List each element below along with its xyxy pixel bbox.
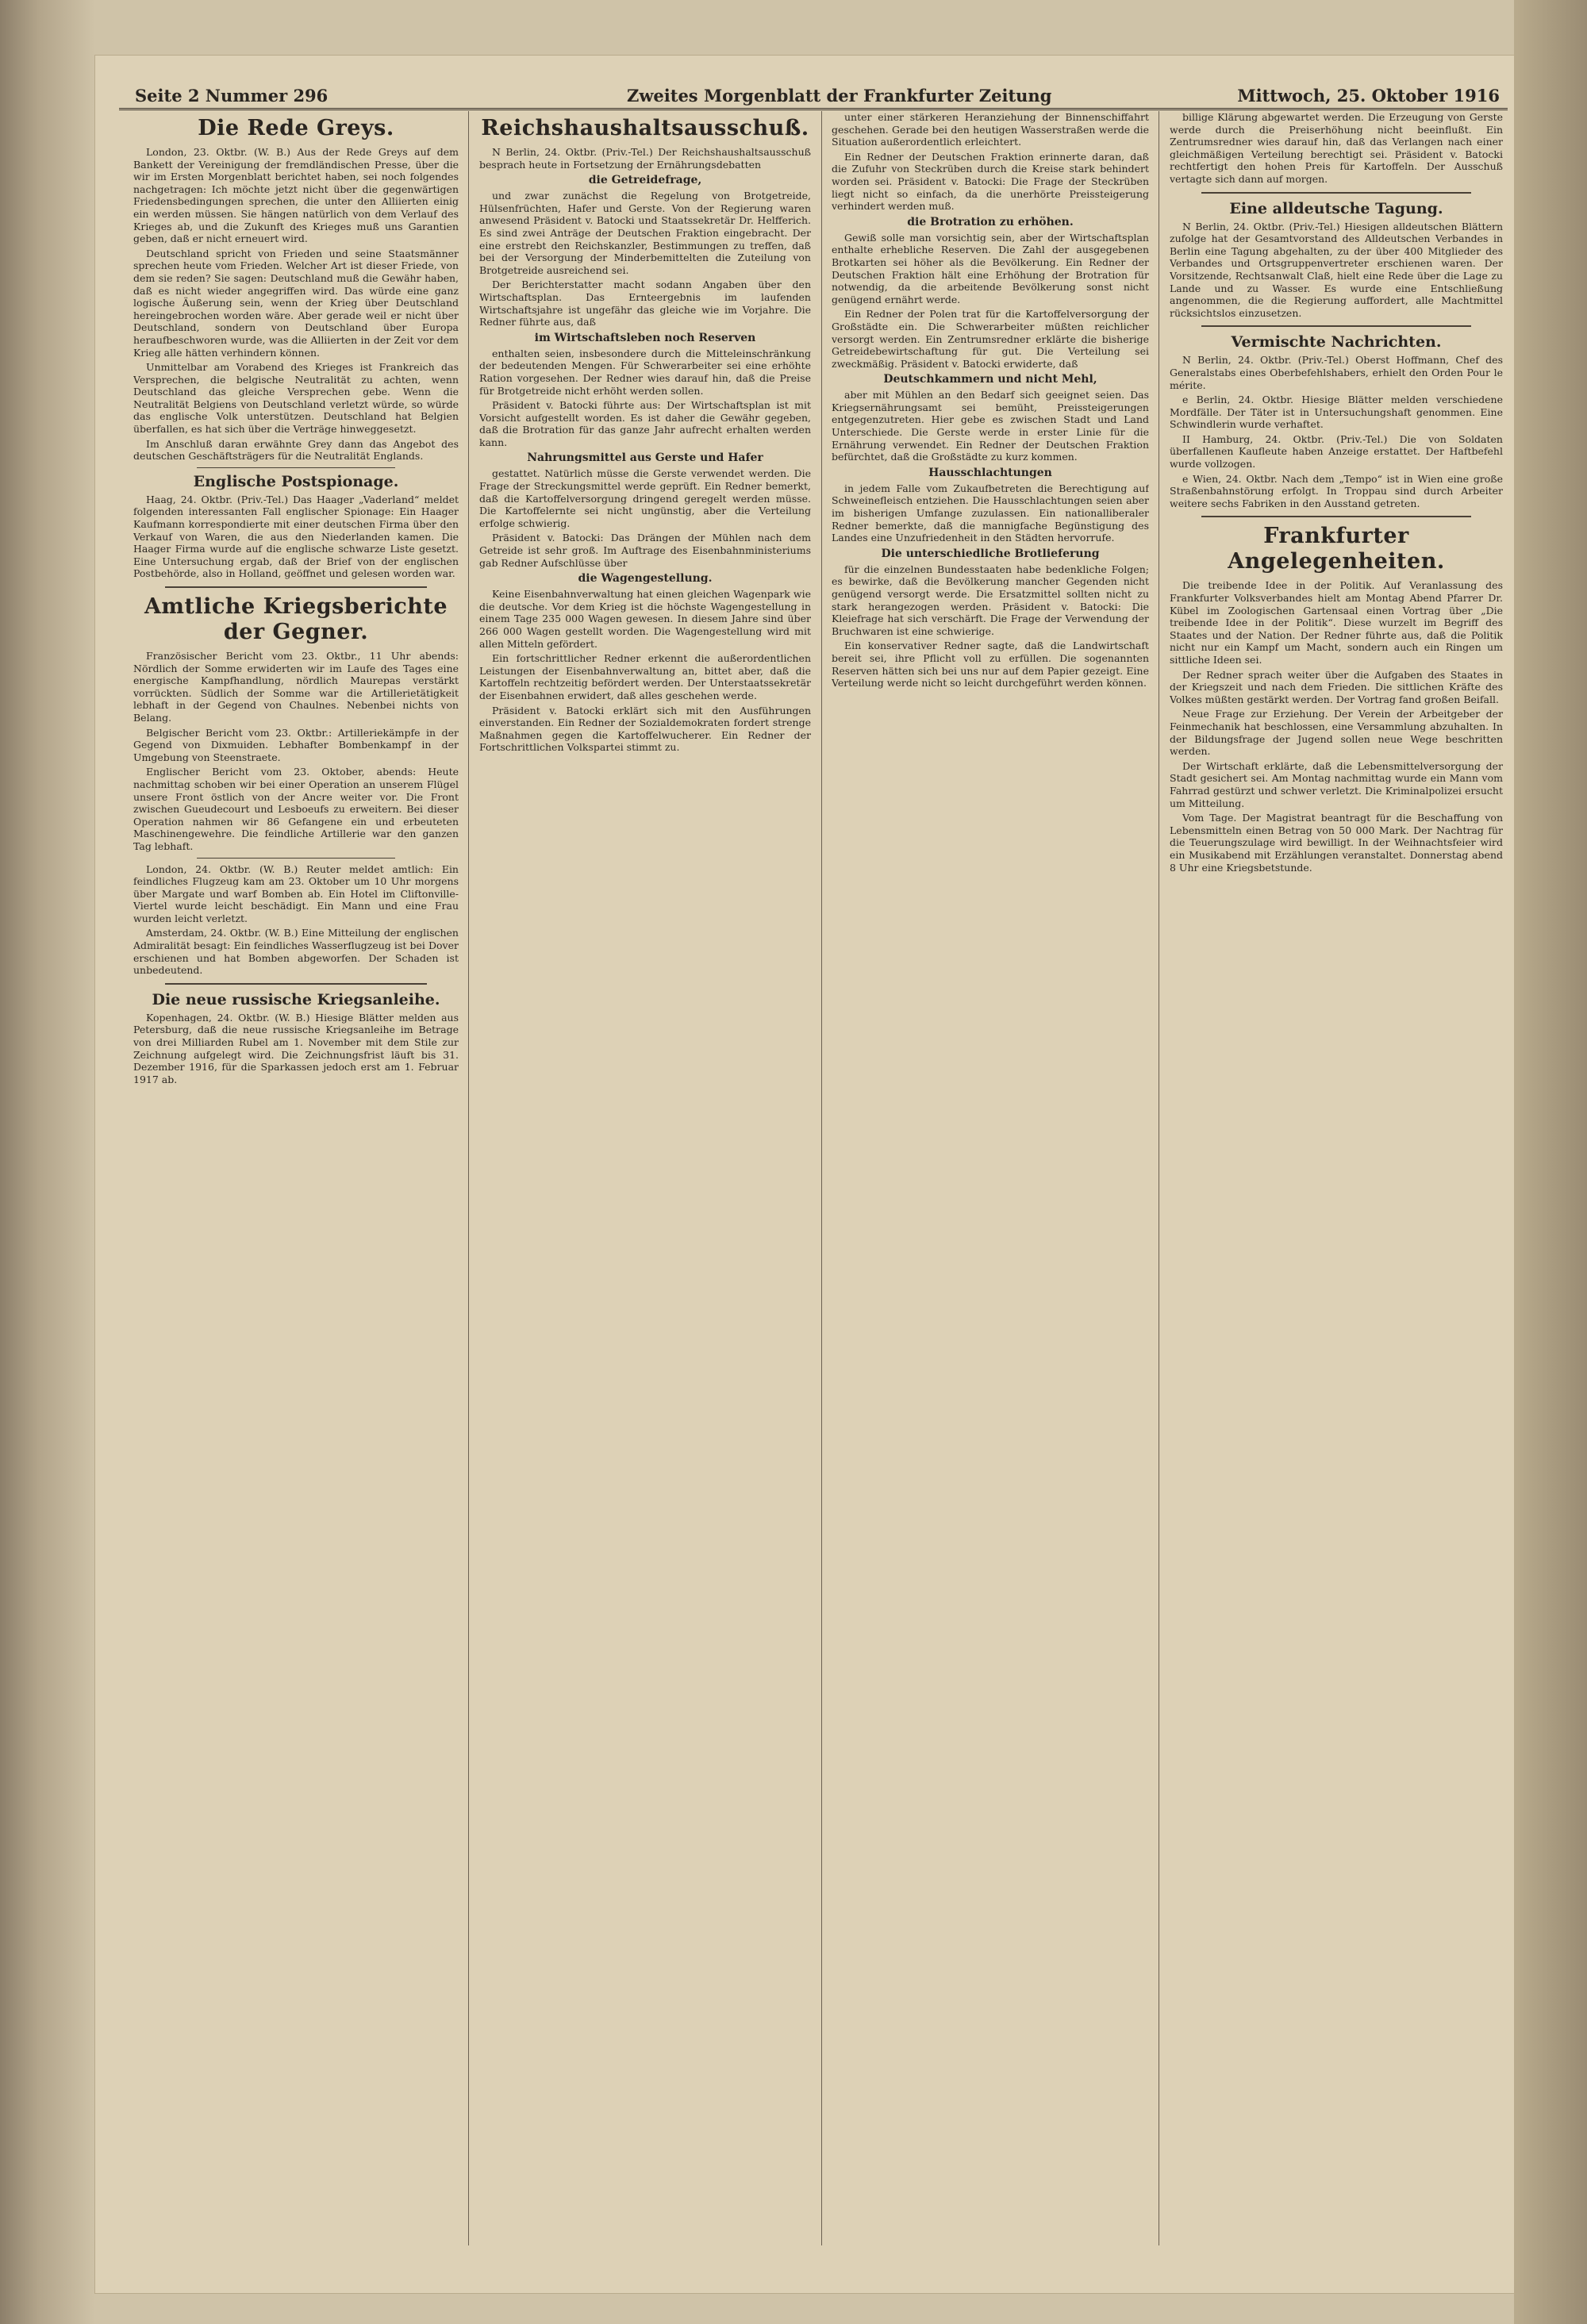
article-paragraph: Haag, 24. Oktbr. (Priv.-Tel.) Das Haager „Vaderland“ meldet folgenden interessanten Fall englischer Spionage: Ein Haager Kaufmann korrespondierte mit einer deutschen Firma über den Verkauf von Waren, die aus den Niederlanden kamen. Die Haager Firma wurde auf die englische schwarze Liste gesetzt. Eine Untersuchung ergab, daß der Brief von der englischen Postbehörde, also in Holland, geöffnet und gelesen worden war. xyxy=(133,493,459,580)
article-paragraph: N Berlin, 24. Oktbr. (Priv.-Tel.) Oberst Hoffmann, Chef des Generalstabs eines Oberbefehlshabers, erhielt den Orden Pour le mérite. xyxy=(1170,354,1503,391)
subheading: die Brotration zu erhöhen. xyxy=(907,215,1074,229)
article-paragraph: in jedem Falle vom Zukaufbetreten die Berechtigung auf Schweinefleisch entziehen. Die Hausschlachtungen seien aber im bisherigen Umfange zuzulassen. Ein nationalliberaler Redner bemerkte, daß die mannigfache Begünstigung des Landes eine Unzufriedenheit in den Städten hervorrufe. xyxy=(832,482,1149,544)
article-paragraph: e Berlin, 24. Oktbr. Hiesige Blätter melden verschiedene Mordfälle. Der Täter ist in Untersuchungshaft genommen. Eine Schwindlerin wurde verhaftet. xyxy=(1170,394,1503,431)
article-paragraph: Französischer Bericht vom 23. Oktbr., 11 Uhr abends: Nördlich der Somme erwiderten wir im Laufe des Tages eine energische Kampfhandlung, nördlich Maurepas verstärkt vorrückten. Südlich der Somme war die Artillerietätigkeit lebhaft in der Gegend von Chaulnes. Nebenbei nichts von Belang. xyxy=(133,650,459,724)
article-heading: Vermischte Nachrichten. xyxy=(1231,333,1442,351)
article-paragraph: Die treibende Idee in der Politik. Auf Veranlassung des Frankfurter Volksverbandes hielt am Montag Abend Pfarrer Dr. Kübel im Zoologischen Gartensaal einen Vortrag über „Die treibende Idee in der Politik“. Diese wurzelt im Begriff des Staates und der Nation. Der Redner führte aus, daß die Politik nicht nur ein Kampf um Macht, sondern auch ein Ringen um sittliche Ideen sei. xyxy=(1170,579,1503,666)
article-paragraph: Vom Tage. Der Magistrat beantragt für die Beschaffung von Lebensmitteln einen Betrag von 50 000 Mark. Der Nachtrag für die Teuerungszulage wird bewilligt. In der Weihnachtsfeier wird ein Musikabend mit Erzählungen veranstaltet. Donnerstag abend 8 Uhr eine Kriegsbetstunde. xyxy=(1170,812,1503,874)
page-number: Seite 2 Nummer 296 xyxy=(135,86,329,106)
divider xyxy=(1201,325,1471,327)
article-paragraph: Präsident v. Batocki führte aus: Der Wirtschaftsplan ist mit Vorsicht aufgestellt worden. Es ist daher die Gewähr gegeben, daß die Brotration für das ganze Jahr aufrecht erhalten werden kann. xyxy=(479,399,811,448)
subheading: Hausschlachtungen xyxy=(928,466,1052,479)
page-gutter xyxy=(1514,0,1587,2324)
divider xyxy=(165,586,427,588)
issue-date: Mittwoch, 25. Oktober 1916 xyxy=(1237,86,1500,106)
subheading: die Wagengestellung. xyxy=(578,572,713,586)
article-paragraph: II Hamburg, 24. Oktbr. (Priv.-Tel.) Die von Soldaten überfallenen Kaufleute haben Anzeige erstattet. Der Haftbefehl wurde vollzogen. xyxy=(1170,432,1503,471)
column-rule xyxy=(468,111,469,2245)
page-header xyxy=(119,84,1508,110)
divider xyxy=(1201,516,1471,517)
article-heading: Amtliche Kriegsberichte der Gegner. xyxy=(144,594,448,644)
article-paragraph: gestattet. Natürlich müsse die Gerste verwendet werden. Die Frage der Streckungsmittel werde geprüft. Ein Redner bemerkt, daß die Kartoffelversorgung dringend geregelt werden müsse. Die Kartoffelernte sei nicht ungünstig, aber die Verteilung erfolge schwierig. xyxy=(479,467,811,529)
column-rule xyxy=(821,111,822,2245)
article-paragraph: London, 24. Oktbr. (W. B.) Reuter meldet amtlich: Ein feindliches Flugzeug kam am 23. Oktober um 10 Uhr morgens über Margate und warf Bomben ab. Ein Hotel im Cliftonville-Viertel wurde leicht beschädigt. Ein Mann und eine Frau wurden leicht verletzt. xyxy=(133,862,459,924)
subheading: Nahrungsmittel aus Gerste und Hafer xyxy=(527,451,763,465)
divider xyxy=(197,858,395,859)
subheading: Deutschkammern und nicht Mehl, xyxy=(883,373,1097,386)
column-3 xyxy=(832,111,1149,2245)
article-paragraph: Belgischer Bericht vom 23. Oktbr.: Artilleriekämpfe in der Gegend von Dixmuiden. Lebhafter Bombenkampf in der Umgebung von Steenstraete. xyxy=(133,726,459,763)
column-2 xyxy=(479,111,811,2245)
article-paragraph: billige Klärung abgewartet werden. Die Erzeugung von Gerste werde durch die Preiserhöhung nicht beeinflußt. Ein Zentrumsredner wies darauf hin, daß das Verlangen nach einer gleichmäßigen Verteilung berechtigt sei. Präsident v. Batocki rechtfertigt den hohen Preis für Kartoffeln. Der Ausschuß vertagte sich dann auf morgen. xyxy=(1170,111,1503,185)
article-paragraph: e Wien, 24. Oktbr. Nach dem „Tempo“ ist in Wien eine große Straßenbahnstörung erfolgt. In Troppau sind durch Arbeiter weitere sechs Fabriken in den Ausstand getreten. xyxy=(1170,472,1503,509)
article-paragraph: N Berlin, 24. Oktbr. (Priv.-Tel.) Der Reichshaushaltsausschuß besprach heute in Fortsetzung der Ernährungsdebatten xyxy=(479,146,811,171)
article-heading: Die Rede Greys. xyxy=(198,116,394,140)
divider xyxy=(1201,192,1471,194)
article-paragraph: und zwar zunächst die Regelung von Brotgetreide, Hülsenfrüchten, Hafer und Gerste. Von der Regierung waren anwesend Präsident v. Batocki und Staatssekretär Dr. Helfferich. Es sind zwei Anträge der Deutschen Fraktion eingebracht. Der eine erstrebt den Reichskanzler, Bestimmungen zu treffen, daß bei der Versorgung der Minderbemittelten die Zuteilung von Brotgetreide ausreichend sei. xyxy=(479,190,811,276)
article-paragraph: Gewiß solle man vorsichtig sein, aber der Wirtschaftsplan enthalte erhebliche Reserven. Die Zahl der ausgegebenen Brotkarten sei höher als die Bevölkerung. Ein Redner der Deutschen Fraktion hält eine Erhöhung der Brotration für notwendig, da die arbeitende Bevölkerung sonst nicht genügend ernährt werde. xyxy=(832,231,1149,305)
article-paragraph: Keine Eisenbahnverwaltung hat einen gleichen Wagenpark wie die deutsche. Vor dem Krieg ist die höchste Wagengestellung in einem Tage 235 000 Wagen gewesen. In diesem Jahre sind über 266 000 Wagen gestellt worden. Die Wagengestellung wird mit allen Mitteln gefördert. xyxy=(479,588,811,650)
subheading: Die unterschiedliche Brotlieferung xyxy=(881,547,1100,560)
column-1 xyxy=(133,111,459,2245)
article-paragraph: N Berlin, 24. Oktbr. (Priv.-Tel.) Hiesigen alldeutschen Blättern zufolge hat der Gesamtvorstand des Alldeutschen Verbandes in Berlin eine Tagung abgehalten, zu der über 400 Mitglieder des Verbandes und Ortsgruppenvertreter erschienen waren. Der Vorsitzende, Rechtsanwalt Claß, hielt eine Rede über die Lage zu Lande und zu Wasser. Es wurde eine Entschließung angenommen, die die Regierung auffordert, alle Machtmittel rücksichtslos einzusetzen. xyxy=(1170,220,1503,319)
article-heading: Die neue russische Kriegsanleihe. xyxy=(152,990,440,1008)
article-paragraph: Im Anschluß daran erwähnte Grey dann das Angebot des deutschen Geschäftsträgers für die Neutralität Englands. xyxy=(133,437,459,463)
article-paragraph: Ein Redner der Deutschen Fraktion erinnerte daran, daß die Zufuhr von Steckrüben durch die Kreise stark behindert worden sei. Präsident v. Batocki: Die Frage der Steckrüben liegt nicht so einfach, da die unerhörte Preissteigerung verhindert werden muß. xyxy=(832,150,1149,213)
article-paragraph: Der Berichterstatter macht sodann Angaben über den Wirtschaftsplan. Das Ernteergebnis im laufenden Wirtschaftsjahre ist ungefähr das gleiche wie im Vorjahre. Die Redner führte aus, daß xyxy=(479,278,811,328)
article-paragraph: Amsterdam, 24. Oktbr. (W. B.) Eine Mitteilung der englischen Admiralität besagt: Ein feindliches Wasserflugzeug ist bei Dover erschienen und hat Bomben abgeworfen. Der Schaden ist unbedeutend. xyxy=(133,927,459,977)
article-paragraph: unter einer stärkeren Heranziehung der Binnenschiffahrt geschehen. Gerade bei den heutigen Wasserstraßen werde die Situation außerordentlich erleichtert. xyxy=(832,111,1149,148)
article-paragraph: aber mit Mühlen an den Bedarf sich geeignet seien. Das Kriegsernährungsamt sei bemüht, Preissteigerungen entgegenzutreten. Hier gebe es zwischen Stadt und Land Unterschiede. Die Gerste werde in erster Linie für die Ernährung verwendet. Ein Redner der Deutschen Fraktion befürchtet, daß die Großstädte zu kurz kommen. xyxy=(832,389,1149,463)
article-paragraph: Der Redner sprach weiter über die Aufgaben des Staates in der Kriegszeit und nach dem Frieden. Die sittlichen Kräfte des Volkes müßten gestärkt werden. Der Vortrag fand großen Beifall. xyxy=(1170,668,1503,705)
divider xyxy=(197,467,395,468)
article-paragraph: Ein fortschrittlicher Redner erkennt die außerordentlichen Leistungen der Eisenbahnverwaltung an, bittet aber, daß die Kartoffeln rechtzeitig befördert werden. Der Unterstaatssekretär der Eisenbahnen erwidert, daß alles geschehen werde. xyxy=(479,652,811,701)
article-paragraph: für die einzelnen Bundesstaaten habe bedenkliche Folgen; es bewirke, daß die Bevölkerung mancher Gegenden nicht genügend versorgt werde. Die Ersatzmittel sollten nicht zu stark herangezogen werden. Präsident v. Batocki: Die Kleiefrage hat sich verschärft. Die Frage der Verwendung der Bruchwaren ist eine schwierige. xyxy=(832,563,1149,637)
article-heading: Eine alldeutsche Tagung. xyxy=(1229,199,1443,217)
article-paragraph: Ein konservativer Redner sagte, daß die Landwirtschaft bereit sei, ihre Pflicht voll zu erfüllen. Die sogenannten Reserven hätten sich bei uns nur auf dem Papier gezeigt. Eine Verteilung werde nicht so leicht durchgeführt werden können. xyxy=(832,640,1149,690)
column-4 xyxy=(1170,111,1503,2245)
article-heading: Reichshaushaltsausschuß. xyxy=(481,116,809,140)
article-paragraph: Der Wirtschaft erklärte, daß die Lebensmittelversorgung der Stadt gesichert sei. Am Montag nachmittag wurde ein Mann vom Fahrrad gestürzt und schwer verletzt. Die Kriminalpolizei ersucht um Mitteilung. xyxy=(1170,759,1503,809)
article-paragraph: London, 23. Oktbr. (W. B.) Aus der Rede Greys auf dem Bankett der Vereinigung der fremdländischen Presse, über die wir im Ersten Morgenblatt berichtet haben, sei noch folgendes nachgetragen: Ich möchte jetzt nicht über die gegenwärtigen Friedensbedingungen sprechen, die unter den Alliierten einig ein werden müssen. Sie hängen natürlich von dem Verlauf des Krieges ab, und die Zukunft des Krieges muß uns Garantien geben, daß er nicht erneuert wird. xyxy=(133,146,459,245)
article-paragraph: Englischer Bericht vom 23. Oktober, abends: Heute nachmittag schoben wir bei einer Operation an unserem Flügel unsere Front östlich von der Ancre weiter vor. Die Front zwischen Gueudecourt und Lesboeufs zu erweitern. Bei dieser Operation nahmen wir 86 Gefangene ein und erbeuteten Maschinengewehre. Die feindliche Artillerie war den ganzen Tag lebhaft. xyxy=(133,766,459,852)
subheading: im Wirtschaftsleben noch Reserven xyxy=(534,331,756,344)
article-paragraph: Unmittelbar am Vorabend des Krieges ist Frankreich das Versprechen, die belgische Neutralität zu achten, wenn Deutschland das gleiche Versprechen gebe. Wenn die Neutralität Belgiens von Deutschland verletzt würde, so würde das englische Volk unterstützen. Deutschland hat Belgien überfallen, es hat sich über die Verträge hinweggesetzt. xyxy=(133,361,459,436)
article-paragraph: Deutschland spricht von Frieden und seine Staatsmänner sprechen heute vom Frieden. Welcher Art ist dieser Friede, von dem sie reden? Sie sagen: Deutschland muß die Gewähr haben, daß es nicht wieder angegriffen wird. Das würde eine ganz logische Äußerung sein, wenn der Krieg über Deutschland hereingebrochen worden wäre. Aber gerade weil er nicht über Deutschland, sondern von Deutschland über Europa heraufbeschworen wurde, was die Alliierten in der Zeit vor dem Krieg alle hätten verhindern können. xyxy=(133,247,459,359)
article-paragraph: Präsident v. Batocki: Das Drängen der Mühlen nach dem Getreide ist sehr groß. Im Auftrage des Eisenbahnministeriums gab Redner Aufschlüsse über xyxy=(479,532,811,569)
article-paragraph: Präsident v. Batocki erklärt sich mit den Ausführungen einverstanden. Ein Redner der Sozialdemokraten fordert strenge Maßnahmen gegen die Kartoffelwucherer. Ein Redner der Fortschrittlichen Volkspartei stimmt zu. xyxy=(479,704,811,754)
article-heading: Frankfurter Angelegenheiten. xyxy=(1228,524,1445,574)
article-paragraph: Kopenhagen, 24. Oktbr. (W. B.) Hiesige Blätter melden aus Petersburg, daß die neue russische Kriegsanleihe im Betrage von drei Milliarden Rubel am 1. November mit dem Stile zur Zeichnung aufgelegt wird. Die Zeichnungsfrist läuft bis 31. Dezember 1916, für die Sparkassen jedoch erst am 1. Februar 1917 ab. xyxy=(133,1011,459,1085)
masthead: Zweites Morgenblatt der Frankfurter Zeitung xyxy=(627,86,1052,106)
article-heading: Englische Postspionage. xyxy=(193,472,399,490)
article-paragraph: enthalten seien, insbesondere durch die Mitteleinschränkung der bedeutenden Mengen. Für Schwerarbeiter sei eine erhöhte Ration vorgesehen. Der Redner wies darauf hin, daß die Preise für Brotgetreide nicht erhöht werden sollen. xyxy=(479,347,811,397)
article-paragraph: Neue Frage zur Erziehung. Der Verein der Arbeitgeber der Feinmechanik hat beschlossen, eine Versammlung abzuhalten. In der Bildungsfrage der Jugend sollen neue Wege beschritten werden. xyxy=(1170,708,1503,758)
subheading: die Getreidefrage, xyxy=(588,174,702,187)
article-paragraph: Ein Redner der Polen trat für die Kartoffelversorgung der Großstädte ein. Die Schwerarbeiter müßten reichlicher versorgt werden. Ein Zentrumsredner erklärte die bisherige Getreidebewirtschaftung für gut. Die Verteilung sei zweckmäßig. Präsident v. Batocki erwiderte, daß xyxy=(832,308,1149,370)
book-binding-edge xyxy=(0,0,95,2324)
divider xyxy=(165,983,427,985)
